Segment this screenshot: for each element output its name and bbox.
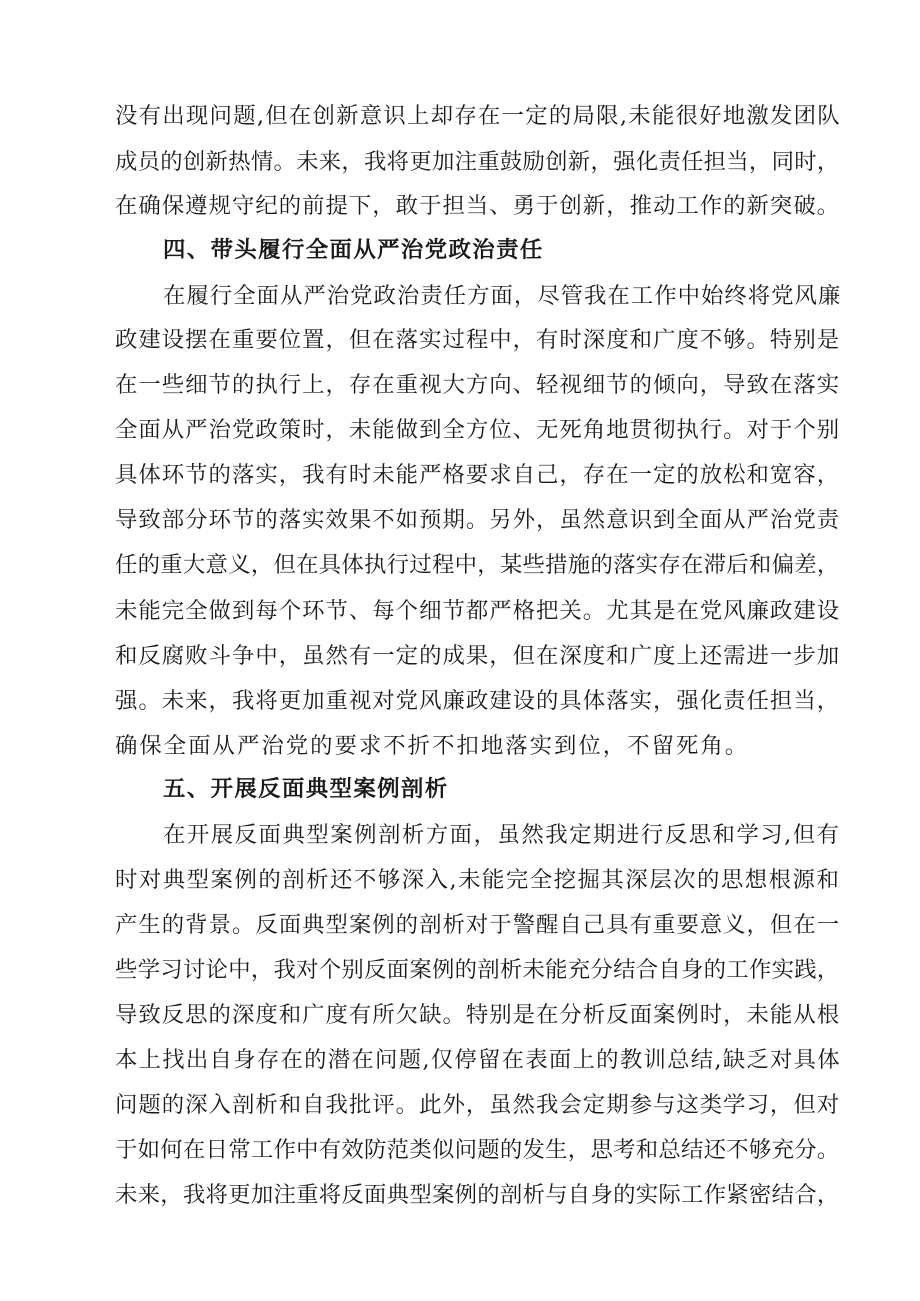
- paragraph-line: 在一些细节的执行上，存在重视大方向、轻视细节的倾向，导致在落实: [115, 372, 841, 398]
- paragraph-line: 时对典型案例的剖析还不够深入,未能完全挖掘其深层次的思想根源和: [115, 867, 841, 893]
- paragraph-line: 些学习讨论中，我对个别反面案例的剖析未能充分结合自身的工作实践，: [115, 957, 840, 983]
- paragraph-line: 全面从严治党政策时，未能做到全方位、无死角地贯彻执行。对于个别: [115, 417, 841, 443]
- paragraph-line: 于如何在日常工作中有效防范类似问题的发生，思考和总结还不够充分。: [115, 1137, 840, 1163]
- paragraph-line: 成员的创新热情。未来，我将更加注重鼓励创新，强化责任担当，同时，: [115, 149, 840, 175]
- paragraph-line: 未来，我将更加注重将反面典型案例的剖析与自身的实际工作紧密结合，: [115, 1182, 840, 1208]
- paragraph-line: 和反腐败斗争中，虽然有一定的成果，但在深度和广度上还需进一步加: [115, 643, 841, 669]
- paragraph-line: 强。未来，我将更加重视对党风廉政建设的具体落实，强化责任担当，: [115, 688, 841, 714]
- paragraph-line: 没有出现问题,但在创新意识上却存在一定的局限,未能很好地激发团队: [115, 103, 841, 129]
- paragraph-line: 未能完全做到每个环节、每个细节都严格把关。尤其是在党风廉政建设: [115, 598, 841, 624]
- paragraph-line: 问题的深入剖析和自我批评。此外，虽然我会定期参与这类学习，但对: [115, 1092, 841, 1118]
- paragraph-line: 在开展反面典型案例剖析方面，虽然我定期进行反思和学习,但有: [163, 822, 841, 848]
- paragraph-line: 本上找出自身存在的潜在问题,仅停留在表面上的教训总结,缺乏对具体: [115, 1047, 841, 1073]
- paragraph-line: 在确保遵规守纪的前提下，敢于担当、勇于创新，推动工作的新突破。: [115, 193, 841, 219]
- paragraph-line: 具体环节的落实，我有时未能严格要求自己，存在一定的放松和宽容，: [115, 462, 841, 488]
- section-heading-4: 四、带头履行全面从严治党政治责任: [163, 237, 544, 263]
- paragraph-line: 政建设摆在重要位置，但在落实过程中，有时深度和广度不够。特别是: [115, 327, 841, 353]
- paragraph-line: 任的重大意义，但在具体执行过程中，某些措施的落实存在滞后和偏差，: [115, 552, 840, 578]
- paragraph-line: 在履行全面从严治党政治责任方面，尽管我在工作中始终将党风廉: [163, 283, 842, 309]
- paragraph-line: 确保全面从严治党的要求不折不扣地落实到位，不留死角。: [115, 733, 750, 759]
- paragraph-line: 导致反思的深度和广度有所欠缺。特别是在分析反面案例时，未能从根: [115, 1002, 841, 1028]
- section-heading-5: 五、开展反面典型案例剖析: [163, 776, 449, 802]
- paragraph-line: 产生的背景。反面典型案例的剖析对于警醒自己具有重要意义，但在一: [115, 912, 841, 938]
- paragraph-line: 导致部分环节的落实效果不如预期。另外，虽然意识到全面从严治党责: [115, 507, 841, 533]
